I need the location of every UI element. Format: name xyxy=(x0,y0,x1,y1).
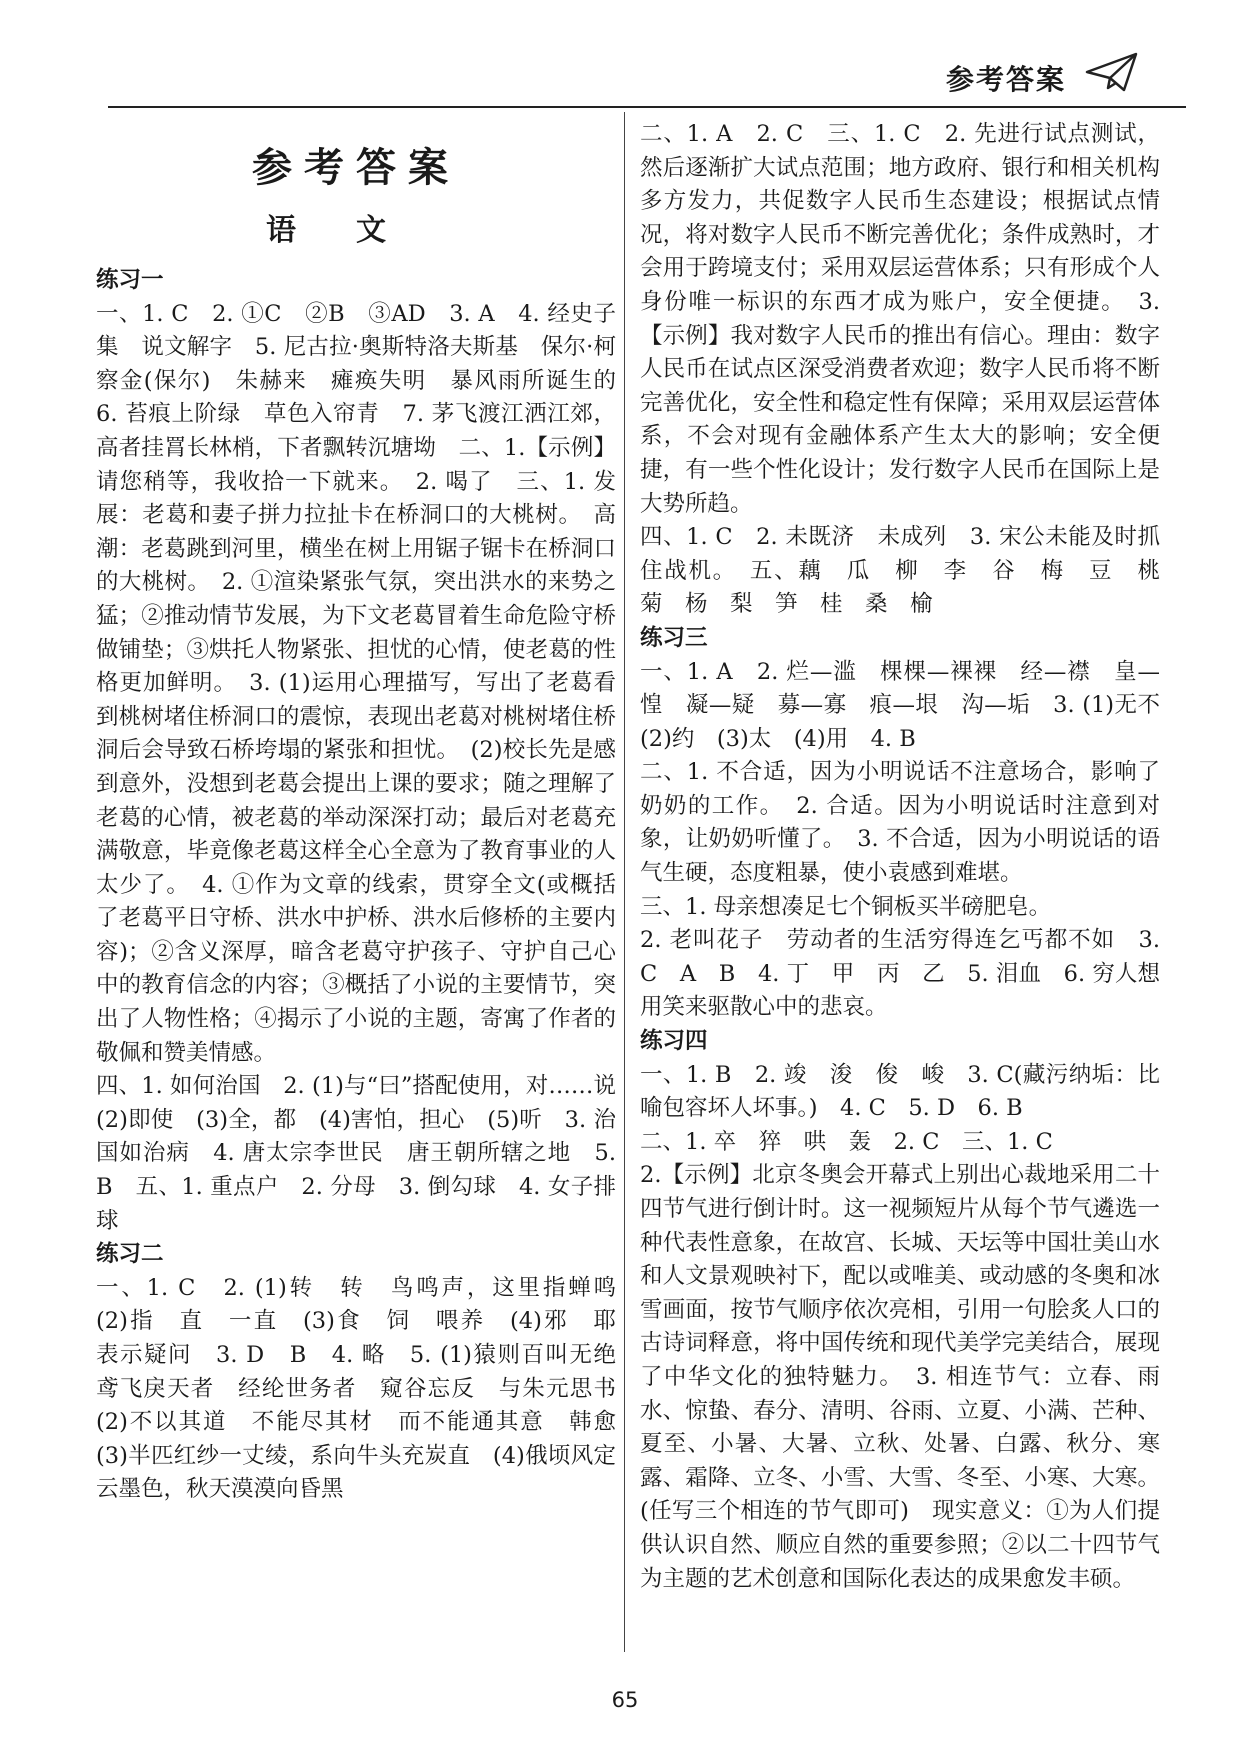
subject-heading: 语文 xyxy=(266,213,446,248)
page-number: 65 xyxy=(611,1688,639,1712)
answer-paragraph: 2.【示例】北京冬奥会开幕式上别出心裁地采用二十四节气进行倒计时。这一视频短片从每个节气遴选一种代表性意象，在故宫、长城、天坛等中国壮美山水和人文景观映衬下，配以或唯美、或动感的冬奥和冰雪画面，按节气顺序依次亮相，引用一句脍炙人口的古诗词释意，将中国传统和现代美学完美结合，展现了中华文化的独特魅力。 3. 相连节气：立春、雨水、惊蛰、春分、清明、谷雨、立夏、小满、芒种、夏至、小暑、大暑、立秋、处暑、白露、秋分、寒露、霜降、立冬、小雪、大雪、冬至、小寒、大寒。(任写三个相连的节气即可) 现实意义：①为人们提供认识自然、顺应自然的重要参照；②以二十四节气为主题的艺术创意和国际化表达的成果愈发丰硕。 xyxy=(640,1162,1160,1592)
answer-paragraph: 一、1. C 2. ①C ②B ③AD 3. A 4. 经史子集 说文解字 5. 尼古拉·奥斯特洛夫斯基 保尔·柯察金(保尔) 朱赫来 瘫痪失明 暴风雨所诞生的 6. 苔痕上阶绿 草色入帘青 7. 茅飞渡江洒江郊，高者挂罥长林梢，下者飘转沉塘坳 二、1.【示例】请您稍等，我收拾一下就来。 2. 喝了 三、1. 发展：老葛和妻子拼力拉扯卡在桥洞口的大桃树。 高潮：老葛跳到河里，横坐在树上用锯子锯卡在桥洞口的大桃树。 2. ①渲染紧张气氛，突出洪水的来势之猛；②推动情节发展，为下文老葛冒着生命危险守桥做铺垫；③烘托人物紧张、担忧的心情，使老葛的性格更加鲜明。 3. (1)运用心理描写，写出了老葛看到桃树堵住桥洞口的震惊，表现出老葛对桃树堵住桥洞后会导致石桥垮塌的紧张和担忧。 (2)校长先是感到意外，没想到老葛会提出上课的要求；随之理解了老葛的心情，被老葛的举动深深打动；最后对老葛充满敬意，毕竟像老葛这样全心全意为了教育事业的人太少了。 4. ①作为文章的线索，贯穿全文(或概括了老葛平日守桥、洪水中护桥、洪水后修桥的主要内容)；②含义深厚，暗含老葛守护孩子、守护自己心中的教育信念的内容；③概括了小说的主要情节，突出了人物性格；④揭示了小说的主题，寄寓了作者的敬佩和赞美情感。 xyxy=(96,300,639,1066)
answer-paragraph: 一、1. A 2. 烂—滥 棵棵—裸裸 经—襟 皇—惶 凝—疑 募—寡 痕—垠 沟—垢 3. (1)无不 (2)约 (3)太 (4)用 4. B xyxy=(640,658,1183,752)
answer-paragraph: 二、1. A 2. C 三、1. C 2. 先进行试点测试，然后逐渐扩大试点范围；地方政府、银行和相关机构多方发力，共促数字人民币生态建设；根据试点情况，将对数字人民币不断完善优化；条件成熟时，才会用于跨境支付；采用双层运营体系；只有形成个人身份唯一标识的东西才成为账户，安全便捷。 3.【示例】我对数字人民币的推出有信心。理由：数字人民币在试点区深受消费者欢迎；数字人民币将不断完善优化，安全性和稳定性有保障；采用双层运营体系，不会对现有金融体系产生太大的影响；安全便捷，有一些个性化设计；发行数字人民币在国际上是大势所趋。 xyxy=(640,121,1160,517)
section-heading: 练习一 xyxy=(96,267,164,293)
answer-paragraph: 一、1. B 2. 竣 浚 俊 峻 3. C(藏污纳垢：比喻包容坏人坏事。) 4. C 5. D 6. B xyxy=(640,1061,1160,1122)
right-column xyxy=(640,118,1183,1596)
paper-plane-icon xyxy=(1084,50,1140,94)
answer-paragraph: 二、1. 卒 猝 哄 轰 2. C 三、1. C xyxy=(640,1128,1053,1155)
answer-paragraph: 四、1. C 2. 未既济 未成列 3. 宋公未能及时抓住战机。 五、藕 瓜 柳 李 谷 梅 豆 桃 菊 杨 梨 笋 桂 桑 榆 xyxy=(640,524,1183,618)
answer-paragraph: 2. 老叫花子 劳动者的生活穷得连乞丐都不如 3. C A B 4. 丁 甲 丙 乙 5. 泪血 6. 穷人想用笑来驱散心中的悲哀。 xyxy=(640,927,1160,1021)
answer-paragraph: 三、1. 母亲想凑足七个铜板买半磅肥皂。 xyxy=(640,893,1052,920)
left-column xyxy=(96,118,639,1507)
header-title: 参考答案 xyxy=(945,63,1066,96)
section-heading: 练习三 xyxy=(640,624,708,651)
section-heading: 练习二 xyxy=(96,1241,164,1268)
page-title: 参考答案 xyxy=(252,144,460,191)
right-column-body xyxy=(640,118,1183,1596)
left-column-body xyxy=(96,264,639,1507)
header-rule xyxy=(108,106,1186,108)
section-heading: 练习四 xyxy=(640,1028,708,1055)
answer-paragraph: 二、1. 不合适，因为小明说话不注意场合，影响了奶奶的工作。 2. 合适。因为小明说话时注意到对象，让奶奶听懂了。 3. 不合适，因为小明说话的语气生硬，态度粗暴，使小袁感到难堪。 xyxy=(640,759,1160,887)
answer-paragraph: 四、1. 如何治国 2. (1)与“曰”搭配使用，对……说 (2)即使 (3)全，都 (4)害怕，担心 (5)听 3. 治国如治病 4. 唐太宗李世民 唐王朝所辖之地 5. B 五、1. 重点户 2. 分母 3. 倒勾球 4. 女子排球 xyxy=(96,1073,639,1234)
answer-paragraph: 一、1. C 2. (1)转 转 鸟鸣声，这里指蝉鸣 (2)指 直 一直 (3)食 饲 喂养 (4)邪 耶 表示疑问 3. D B 4. 略 5. (1)猿则百叫无绝 鸢飞戾天者 经纶世务者 窥谷忘反 与朱元思书 (2)不以其道 不能尽其材 而不能通其意 韩愈 (3)半匹红纱一丈绫，系向牛头充炭直 (4)俄顷风定云墨色，秋天漠漠向昏黑 xyxy=(96,1274,639,1503)
